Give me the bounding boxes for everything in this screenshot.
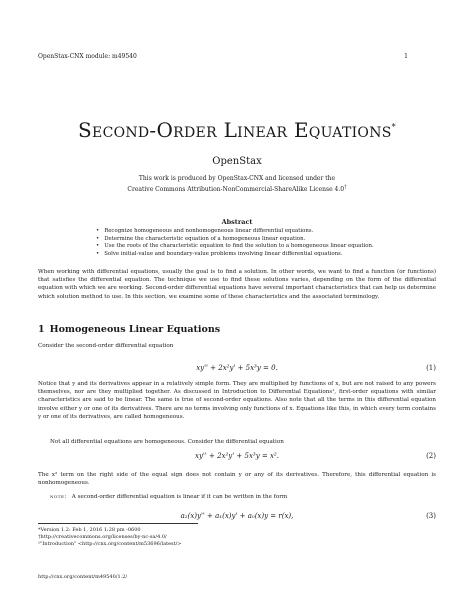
running-header: [38, 53, 408, 60]
title-text: Second-Order Linear Equations: [78, 118, 392, 142]
section-number: 1: [38, 324, 45, 335]
license-line-2: [0, 183, 474, 194]
license-footnote-marker: †: [344, 184, 347, 190]
section-heading: [38, 324, 220, 335]
abstract-list: [96, 228, 416, 258]
abstract-item: • Solve initial-value and boundary-value problems involving linear differential equations.: [96, 251, 416, 259]
section-title: Homogeneous Linear Equations: [49, 324, 221, 335]
footnotes: [38, 527, 182, 547]
equation-body: xy'' + 2x²y' + 5x³y = x².: [195, 452, 279, 460]
title-footnote-marker: *: [391, 122, 396, 132]
note: [50, 494, 436, 500]
footnote-rule: [38, 523, 198, 524]
equation-body: a₂(x)y'' + a₁(x)y' + a₀(x)y = r(x),: [180, 512, 294, 520]
license-name[interactable]: Creative Commons Attribution-NonCommercial-ShareAlike License 4.0: [127, 186, 345, 193]
paragraph-notice: Notice that y and its derivatives appear in a relatively simple form. They are multiplied by functions of x, but are not raised to any powers themselves, nor are they multiplied together. As discussed in Introduction to Differential Equations¹, first-order equations with similar characteristics are said to be linear. The same is true of second-order equations. Also note that all the terms in this differential equation involve either y or one of its derivatives. There are no terms involving only functions of x. Equations like this, in which every term contains y or one of its derivatives, are called homogeneous.: [38, 381, 436, 420]
license-notice: [0, 174, 474, 194]
footnote-version: *Version 1.2: Feb 1, 2016 1:28 pm -0600: [38, 527, 141, 533]
note-text: A second-order differential equation is linear if it can be written in the form: [71, 494, 288, 500]
footnote-introduction[interactable]: ¹"Introduction" <http://cnx.org/content/m53696/latest/>: [38, 540, 182, 547]
abstract-item: • Recognize homogeneous and nonhomogeneous linear differential equations.: [96, 228, 416, 236]
module-id: OpenStax-CNX module: m49540: [38, 53, 137, 60]
note-tag: note:: [50, 494, 67, 500]
abstract-item: • Use the roots of the characteristic equation to find the solution to a homogeneous linear equation.: [96, 243, 416, 251]
equation-body: xy'' + 2x²y' + 5x³y = 0.: [196, 364, 278, 372]
equation-number: (2): [426, 452, 436, 460]
footnote-license-url[interactable]: †http://creativecommons.org/licenses/by-nc-sa/4.0/: [38, 533, 167, 540]
abstract-item: • Determine the characteristic equation of a homogeneous linear equation.: [96, 236, 416, 244]
abstract-heading: Abstract: [221, 218, 253, 226]
intro-paragraph: When working with differential equations, usually the goal is to find a solution. In other words, we want to find a function (or functions) that satisfies the differential equation. The technique we use to find these solutions varies, depending on the form of the differential equation with which we are working. Second-order differential equations have several important characteristics that can help us determine which solution method to use. In this section, we examine some of these characteristics and the associated terminology.: [38, 269, 436, 300]
footer-url[interactable]: http://cnx.org/content/m49540/1.2/: [38, 574, 128, 580]
document-title: [0, 118, 474, 142]
license-line-1: This work is produced by OpenStax-CNX and licensed under the: [138, 175, 336, 182]
equation-number: (3): [426, 512, 436, 520]
paragraph-consider: Consider the second-order differential equation: [38, 343, 174, 349]
author: OpenStax: [212, 156, 262, 167]
paragraph-nonhomogeneous: The x² term on the right side of the equal sign does not contain y or any of its derivatives. Therefore, this differential equation is nonhomogeneous.: [38, 472, 436, 487]
page-number: 1: [404, 53, 408, 60]
equation-number: (1): [426, 364, 436, 372]
paragraph-not-all: Not all differential equations are homogeneous. Consider the differential equation: [50, 439, 284, 445]
